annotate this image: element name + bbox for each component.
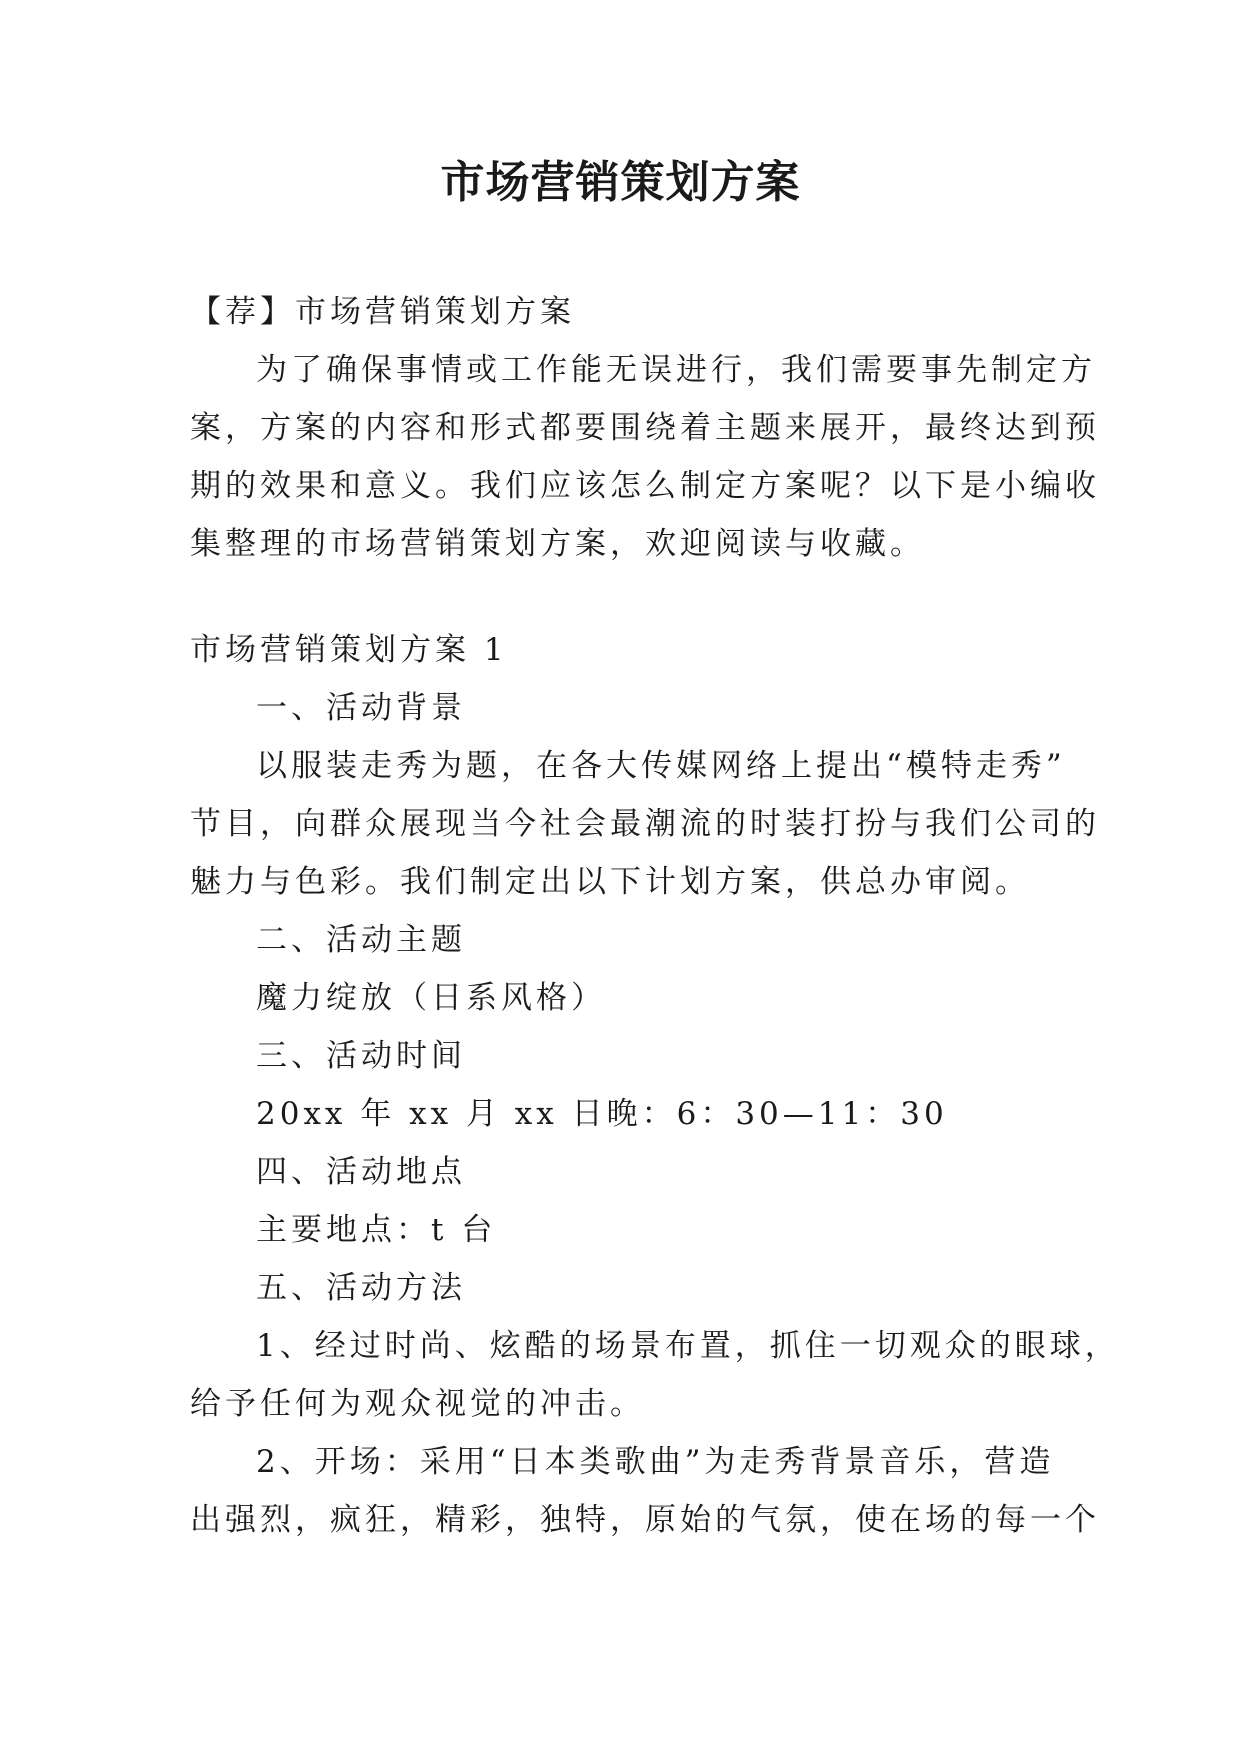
body-paragraph-line: 出强烈，疯狂，精彩，独特，原始的气氛，使在场的每一个 bbox=[190, 1502, 1100, 1538]
body-paragraph-line: 以服装走秀为题，在各大传媒网络上提出“模特走秀” bbox=[256, 748, 1066, 784]
body-paragraph-line: 1、经过时尚、炫酷的场景布置，抓住一切观众的眼球， bbox=[256, 1328, 1120, 1364]
document-title: 市场营销策划方案 bbox=[440, 157, 801, 208]
body-paragraph-line: 20xx 年 xx 月 xx 日晚：6：30—11：30 bbox=[256, 1096, 948, 1132]
intro-paragraph-line: 案，方案的内容和形式都要围绕着主题来展开，最终达到预 bbox=[190, 410, 1100, 446]
body-paragraph-line: 给予任何为观众视觉的冲击。 bbox=[190, 1386, 645, 1422]
body-paragraph-line: 节目，向群众展现当今社会最潮流的时装打扮与我们公司的 bbox=[190, 806, 1100, 842]
subsection-heading: 二、活动主题 bbox=[256, 922, 466, 958]
subsection-heading: 一、活动背景 bbox=[256, 690, 466, 726]
document-body bbox=[190, 283, 1120, 1549]
body-paragraph-line: 主要地点：t 台 bbox=[256, 1212, 497, 1248]
subsection-heading: 五、活动方法 bbox=[256, 1270, 466, 1306]
intro-paragraph-line: 期的效果和意义。我们应该怎么制定方案呢？以下是小编收 bbox=[190, 468, 1100, 504]
intro-paragraph-line: 集整理的市场营销策划方案，欢迎阅读与收藏。 bbox=[190, 526, 925, 562]
subsection-heading: 三、活动时间 bbox=[256, 1038, 466, 1074]
section-heading: 市场营销策划方案 1 bbox=[190, 632, 508, 668]
body-paragraph-line: 魔力绽放（日系风格） bbox=[256, 980, 606, 1016]
intro-paragraph-line: 为了确保事情或工作能无误进行，我们需要事先制定方 bbox=[256, 352, 1096, 388]
body-paragraph-line: 魅力与色彩。我们制定出以下计划方案，供总办审阅。 bbox=[190, 864, 1030, 900]
body-paragraph-line: 2、开场：采用“日本类歌曲”为走秀背景音乐，营造 bbox=[256, 1444, 1055, 1480]
recommend-heading: 【荐】市场营销策划方案 bbox=[190, 294, 575, 330]
subsection-heading: 四、活动地点 bbox=[256, 1154, 466, 1190]
